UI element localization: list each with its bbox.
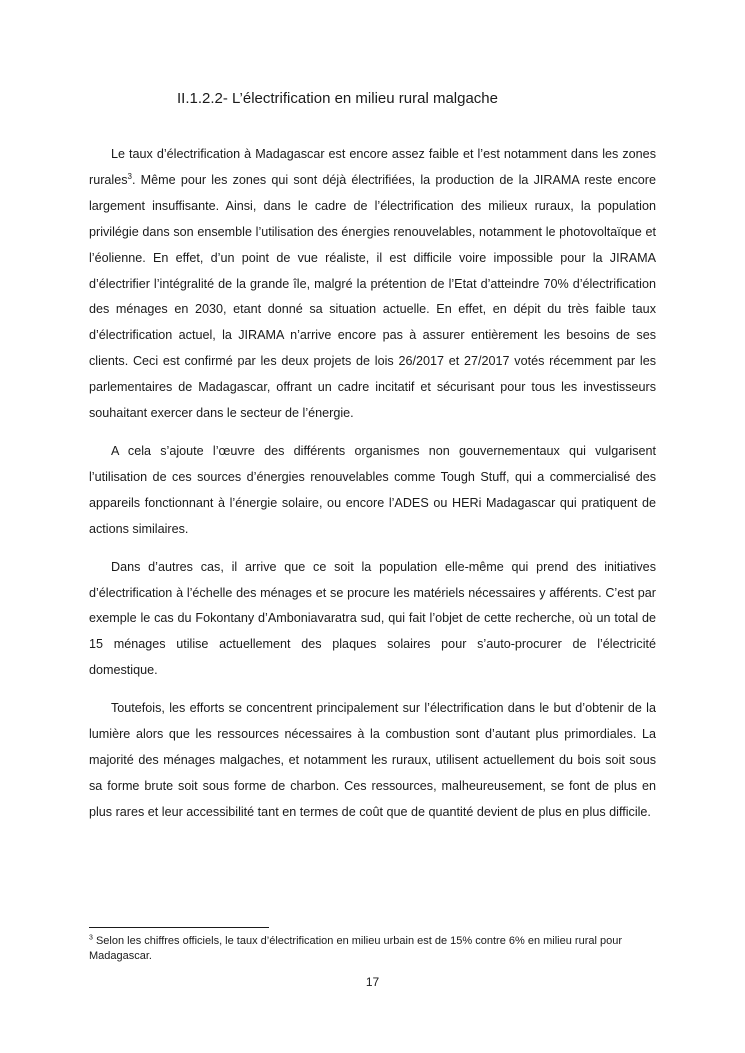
section-heading: II.1.2.2- L’électrification en milieu rural malgache (177, 90, 498, 107)
footnote-text: Selon les chiffres officiels, le taux d’électrification en milieu urbain est de 15% contre 6% en milieu rural pour Madagascar. (89, 935, 622, 962)
footnote-divider (89, 927, 269, 928)
footnote (89, 934, 656, 964)
paragraph-1-text-start: Le taux d’électrification à Madagascar est encore assez faible et l’est notamment dans les zones rurales (89, 147, 656, 187)
footnote-marker: 3 (89, 934, 93, 942)
body-text (89, 142, 656, 838)
page-number: 17 (365, 975, 380, 989)
paragraph-1 (89, 142, 656, 427)
footnote-reference: 3 (127, 171, 132, 181)
paragraph-4: Toutefois, les efforts se concentrent principalement sur l’électrification dans le but d’obtenir de la lumière alors que les ressources nécessaires à la combustion sont d’autant plus primordiales. La majorité des ménages malgaches, et notamment les ruraux, utilisent actuellement du bois soit sous sa forme brute soit sous forme de charbon. Ces ressources, malheureusement, se font de plus en plus rares et leur accessibilité tant en termes de coût que de quantité devient de plus en plus difficile. (89, 701, 656, 819)
paragraph-2: A cela s’ajoute l’œuvre des différents organismes non gouvernementaux qui vulgarisent l’utilisation de ces sources d’énergies renouvelables comme Tough Stuff, qui a commercialisé des appareils fonctionnant à l’énergie solaire, ou encore l’ADES ou HERi Madagascar qui pratiquent de actions similaires. (89, 443, 656, 536)
paragraph-3: Dans d’autres cas, il arrive que ce soit la population elle-même qui prend des initiatives d’électrification à l’échelle des ménages et se procure les matériels nécessaires y afférents. C’est par exemple le cas du Fokontany d’Amboniavaratra sud, qui fait l’objet de cette recherche, où un total de 15 ménages utilise actuellement des plaques solaires pour s’auto-procurer de l’électricité domestique. (89, 559, 656, 678)
paragraph-1-text-end: . Même pour les zones qui sont déjà électrifiées, la production de la JIRAMA reste encore largement insuffisante. Ainsi, dans le cadre de l’électrification des milieux ruraux, la population privilégie dans son ensemble l’utilisation des énergies renouvelables, notamment le photovoltaïque et l’éolienne. En effet, d’un point de vue réaliste, il est difficile voire impossible pour la JIRAMA d’électrifier l’intégralité de la grande île, malgré la prétention de l’Etat d’atteindre 70% d’électrification des ménages en 2030, etant donné sa situation actuelle. En effet, en dépit du très faible taux d’électrification actuel, la JIRAMA n’arrive encore pas à assurer entièrement les besoins de ses clients. Ceci est confirmé par les deux projets de lois 26/2017 et 27/2017 votés récemment par les parlementaires de Madagascar, offrant un cadre incitatif et sécurisant pour tous les investisseurs souhaitant exercer dans le secteur de l’énergie. (89, 172, 656, 421)
